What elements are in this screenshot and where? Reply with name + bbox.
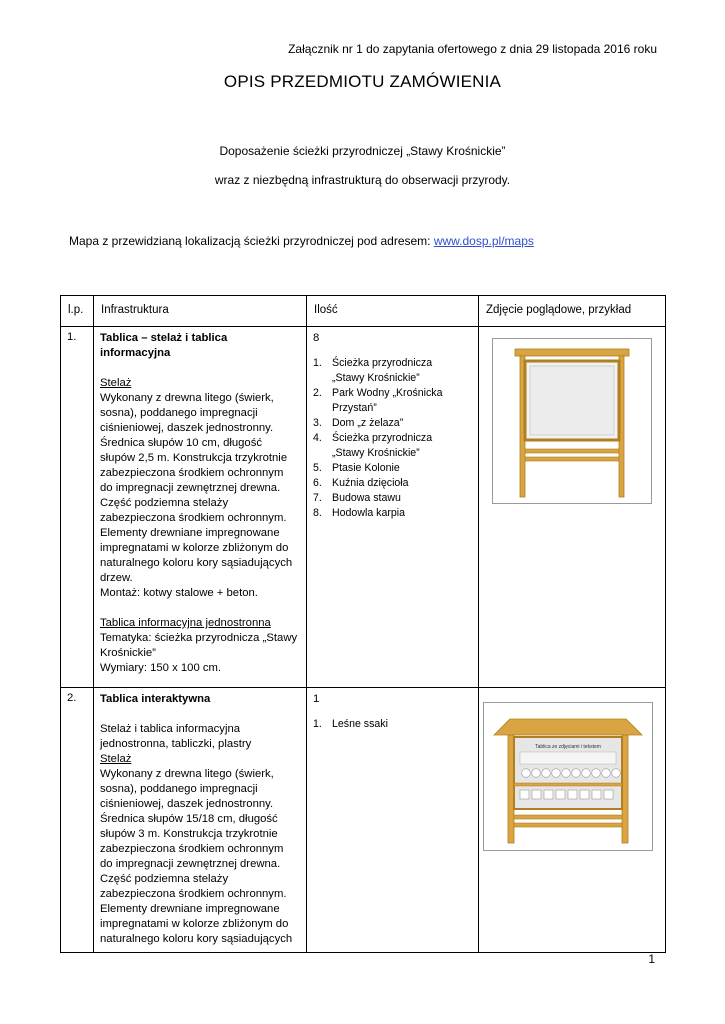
map-link[interactable]: www.dosp.pl/maps [433,234,534,248]
table-row [61,688,666,953]
list-item-text: Ścieżka przyrodnicza [332,432,433,444]
text-line: naturalnego koloru kory sąsiadujących [100,557,293,569]
list-item-number: 6. [313,477,322,489]
section-title: Stelaż [100,753,132,765]
section-text [100,631,300,676]
list-item-number: 7. [313,492,322,504]
text-line: naturalnego koloru kory sąsiadujących [100,933,293,945]
document-title: OPIS PRZEDMIOTU ZAMÓWIENIA [223,72,502,91]
text-line: Wykonany z drewna litego (świerk, [100,768,274,780]
section-title: Stelaż [100,377,132,389]
text-line: Wymiary: 150 x 100 cm. [100,662,222,674]
text-line: drzew. [100,572,133,584]
list-item-text: Ścieżka przyrodnicza [332,357,433,369]
header-lp: l.p. [61,296,94,327]
text-line: słupów 3 m. Konstrukcja trzykrotnie [100,828,278,840]
list-item [313,476,472,491]
row-number: 2. [61,688,94,953]
subtitle-line-2: wraz z niezbędną infrastrukturą do obserwacji przyrody. [214,173,511,187]
specification-table [60,295,666,953]
section-text [100,767,300,947]
map-text: Mapa z przewidzianą lokalizacją ścieżki przyrodniczej pod adresem: [69,234,434,248]
list-item-number: 1. [313,718,322,730]
board-list [313,717,472,732]
subtitle-line-1: Doposażenie ścieżki przyrodniczej „Stawy Krośnickie” [219,144,506,158]
list-item [313,356,472,386]
page-number: 1 [648,952,655,966]
table-row [61,327,666,688]
map-reference [69,234,534,248]
text-line: Część podziemna stelaży [100,497,229,509]
section-title: Tablica informacyjna jednostronna [100,617,271,629]
text-line: słupów 2,5 m. Konstrukcja trzykrotnie [100,452,288,464]
list-item-text: Leśne ssaki [332,718,388,730]
text-line: Wykonany z drewna litego (świerk, [100,392,274,404]
text-line: zabezpieczona środkiem ochronnym [100,843,284,855]
item-name: Tablica – stelaż i tablica informacyjna [100,332,228,359]
list-item-text: Przystań” [332,402,377,414]
quantity-value: 8 [313,332,320,344]
list-item-number: 3. [313,417,322,429]
photo-cell [479,688,666,953]
board-list [313,356,472,521]
list-item [313,386,472,416]
text-line: Elementy drewniane impregnowane [100,903,280,915]
list-item [313,717,472,732]
list-item-text: „Stawy Krośnickie” [332,447,420,459]
quantity-value: 1 [313,693,320,705]
photo-cell [479,327,666,688]
text-line: impregnatami w kolorze zbliżonym do [100,918,289,930]
interactive-board-drawing [484,703,652,850]
list-item-number: 8. [313,507,322,519]
row-number: 1. [61,327,94,688]
list-item-text: Budowa stawu [332,492,401,504]
header-infrastructure: Infrastruktura [94,296,307,327]
list-item-text: Park Wodny „Krośnicka [332,387,443,399]
text-line: Średnica słupów 15/18 cm, długość [100,813,278,825]
list-item [313,506,472,521]
text-line: ciśnieniowej, daszek jednostronny. [100,798,274,810]
text-line: Elementy drewniane impregnowane [100,527,280,539]
text-line: Stelaż i tablica informacyjna [100,723,241,735]
text-line: jednostronna, tabliczki, plastry [100,738,252,750]
text-line: Tematyka: ścieżka przyrodnicza „Stawy [100,632,298,644]
text-line: zabezpieczona środkiem ochronnym. [100,512,287,524]
list-item-number: 5. [313,462,322,474]
text-line: Montaż: kotwy stalowe + beton. [100,587,258,599]
infrastructure-cell [94,327,307,688]
table-header-row [61,296,666,327]
quantity-cell [307,327,479,688]
text-line: Krośnickie” [100,647,156,659]
header-quantity: Ilość [307,296,479,327]
header-photo: Zdjęcie poglądowe, przykład [479,296,666,327]
list-item-text: Kuźnia dzięcioła [332,477,409,489]
quantity-cell [307,688,479,953]
text-line: impregnatami w kolorze zbliżonym do [100,542,289,554]
text-line: sosna), poddanego impregnacji [100,407,258,419]
text-line: Średnica słupów 10 cm, długość [100,437,263,449]
board-caption: Tablica ze zdjęciami i tekstem [535,744,601,750]
infrastructure-cell [94,688,307,953]
item-name: Tablica interaktywna [100,693,211,705]
text-line: do impregnacji zewnętrznej drewna. [100,858,281,870]
list-item-text: Dom „z żelaza” [332,417,404,429]
interactive-board-illustration [483,702,653,851]
attachment-note: Załącznik nr 1 do zapytania ofertowego z dnia 29 listopada 2016 roku [288,42,657,56]
board-stand-illustration [492,338,652,504]
list-item [313,491,472,506]
list-item [313,416,472,431]
board-stand-drawing [493,339,651,503]
text-line: sosna), poddanego impregnacji [100,783,258,795]
text-line: do impregnacji zewnętrznej drewna. [100,482,281,494]
list-item-number: 1. [313,357,322,369]
list-item-number: 2. [313,387,322,399]
list-item [313,461,472,476]
list-item [313,431,472,461]
list-item-number: 4. [313,432,322,444]
text-line: Część podziemna stelaży [100,873,229,885]
list-item-text: „Stawy Krośnickie” [332,372,420,384]
text-line: ciśnieniowej, daszek jednostronny. [100,422,274,434]
section-text [100,391,300,601]
list-item-text: Ptasie Kolonie [332,462,400,474]
text-line: zabezpieczona środkiem ochronnym. [100,888,287,900]
list-item-text: Hodowla karpia [332,507,406,519]
text-line: zabezpieczona środkiem ochronnym [100,467,284,479]
intro-text [100,722,300,752]
